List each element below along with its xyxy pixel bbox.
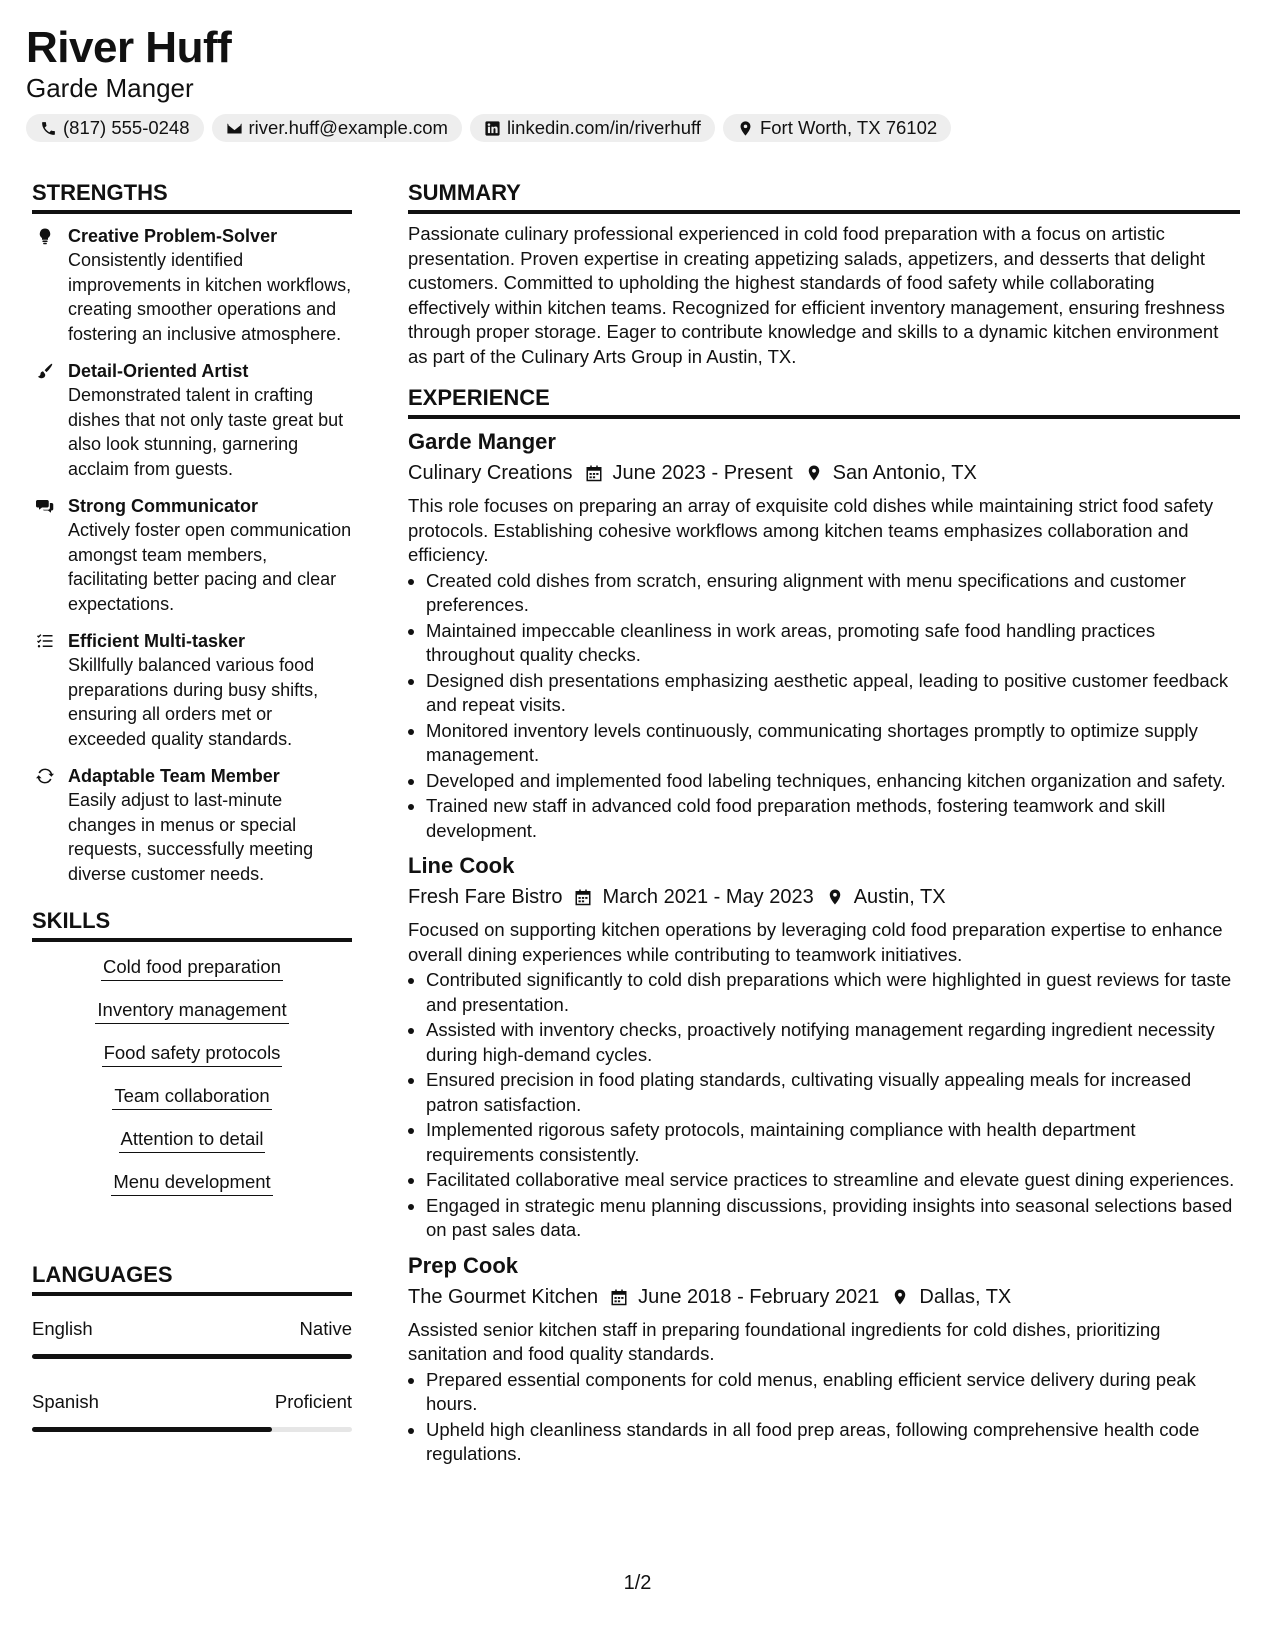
contact-email[interactable] <box>212 114 462 142</box>
job-title: Line Cook <box>408 853 515 878</box>
job-bullet: • Maintained impeccable cleanliness in work areas, promoting safe food handling practices throughout quality checks. <box>426 619 1240 668</box>
page-number: 1/2 <box>623 1572 652 1594</box>
strength-desc: Actively foster open communication amongst team members, facilitating better pacing and clear expectations. <box>68 520 352 614</box>
skill-tag: Team collaboration <box>112 1083 271 1110</box>
strength-desc: Consistently identified improvements in kitchen workflows, creating smoother operations and fostering an inclusive atmosphere. <box>68 250 352 344</box>
job-location: Dallas, TX <box>919 1285 1012 1308</box>
language-level: Native <box>299 1318 352 1339</box>
strength-desc: Easily adjust to last-minute changes in menus or special requests, successfully meeting diverse customer needs. <box>68 790 314 884</box>
job-meta <box>408 1282 1240 1312</box>
strength-title: Creative Problem-Solver <box>68 226 278 246</box>
summary-text: Passionate culinary professional experienced in cold food preparation with a focus on artistic presentation. Proven expertise in creating appetizing salads, appetizers, and desserts that delight customers. Committed to upholding the highest standards of food safety while collaborating effectively within kitchen teams. Recognized for efficient inventory management, ensuring freshness through proper storage. Eager to contribute knowledge and skills to a dynamic kitchen environment as part of the Culinary Arts Group in Austin, TX. <box>408 223 1225 367</box>
skills-heading: SKILLS <box>32 906 352 942</box>
strength-title: Strong Communicator <box>68 496 259 516</box>
job-company: Culinary Creations <box>408 462 573 484</box>
job-bullet: • Engaged in strategic menu planning discussions, providing insights into seasonal selections based on past sales data. <box>426 1194 1240 1243</box>
strength-desc: Demonstrated talent in crafting dishes that not only taste great but also look stunning, garnering acclaim from guests. <box>68 385 344 479</box>
linkedin-icon <box>484 120 501 137</box>
strength-title: Efficient Multi-tasker <box>68 631 246 651</box>
location-pin-icon <box>891 1287 909 1307</box>
contact-email-text: river.huff@example.com <box>248 117 448 138</box>
language-item <box>32 1389 352 1432</box>
language-item <box>32 1316 352 1359</box>
job-dates: June 2023 - Present <box>612 462 793 484</box>
job-meta <box>408 458 1240 488</box>
language-name: Spanish <box>32 1391 99 1412</box>
job-bullet: • Created cold dishes from scratch, ensuring alignment with menu specifications and customer preferences. <box>426 569 1240 618</box>
contact-location-text: Fort Worth, TX 76102 <box>759 117 938 138</box>
job-bullets <box>408 1368 1240 1467</box>
strength-desc: Skillfully balanced various food preparations during busy shifts, ensuring all orders met or exceeded quality standards. <box>68 655 319 749</box>
job-bullet: • Assisted with inventory checks, proactively notifying management regarding ingredient necessity during high-demand cycles. <box>426 1018 1240 1067</box>
job-bullet: • Trained new staff in advanced cold food preparation methods, fostering teamwork and skill development. <box>426 794 1240 843</box>
job-title: Garde Manger <box>408 429 556 454</box>
location-pin-icon <box>826 887 844 907</box>
language-proficiency-bar <box>32 1427 352 1432</box>
strength-item <box>32 629 352 751</box>
job-bullets <box>408 569 1240 844</box>
job-bullet: • Upheld high cleanliness standards in all food prep areas, following comprehensive health code regulations. <box>426 1418 1240 1467</box>
job-entry <box>408 1251 1240 1467</box>
language-proficiency-fill <box>32 1427 272 1432</box>
job-entry <box>408 427 1240 843</box>
candidate-name: River Huff <box>26 23 232 72</box>
strength-title: Adaptable Team Member <box>68 766 280 786</box>
calendar-icon <box>610 1287 628 1307</box>
job-location: Austin, TX <box>853 886 946 908</box>
job-bullet: • Implemented rigorous safety protocols, maintaining compliance with health department requirements consistently. <box>426 1118 1240 1167</box>
strengths-list <box>32 224 352 886</box>
job-description: Assisted senior kitchen staff in preparing foundational ingredients for cold dishes, prioritizing sanitation and food quality standards. <box>408 1318 1161 1364</box>
strength-title: Detail-Oriented Artist <box>68 361 249 381</box>
strengths-heading: STRENGTHS <box>32 178 352 214</box>
contact-phone-text: (817) 555-0248 <box>63 117 190 138</box>
job-description: Focused on supporting kitchen operations by leveraging cold food preparation expertise to enhance overall dining experiences while contributing to teamwork initiatives. <box>408 919 1223 965</box>
job-bullet: • Developed and implemented food labeling techniques, enhancing kitchen organization and safety. <box>426 769 1240 794</box>
strength-item <box>32 494 352 616</box>
sync-icon <box>36 767 54 785</box>
job-location: San Antonio, TX <box>832 462 977 484</box>
job-company: The Gourmet Kitchen <box>408 1285 599 1308</box>
comments-icon <box>36 497 54 515</box>
contact-linkedin[interactable] <box>470 114 715 142</box>
right-column <box>408 178 1240 1468</box>
envelope-icon <box>226 120 243 137</box>
summary-heading: SUMMARY <box>408 178 1240 214</box>
job-bullet: • Facilitated collaborative meal service practices to streamline and elevate guest dining experiences. <box>426 1168 1240 1193</box>
calendar-icon <box>585 463 603 483</box>
location-pin-icon <box>805 463 823 483</box>
skills-list <box>32 954 352 1212</box>
job-meta <box>408 882 1240 912</box>
contact-location <box>723 114 951 142</box>
candidate-role: Garde Manger <box>26 73 194 103</box>
lightbulb-icon <box>36 227 54 245</box>
strength-item <box>32 224 352 346</box>
job-entry <box>408 851 1240 1243</box>
calendar-icon <box>574 887 592 907</box>
job-bullet: • Monitored inventory levels continuously, communicating shortages promptly to optimize supply management. <box>426 719 1240 768</box>
contact-phone[interactable] <box>26 114 204 142</box>
skill-tag: Menu development <box>111 1169 272 1196</box>
job-bullet: • Ensured precision in food plating standards, cultivating visually appealing meals for increased patron satisfaction. <box>426 1068 1240 1117</box>
skill-tag: Attention to detail <box>119 1126 266 1153</box>
job-dates: March 2021 - May 2023 <box>602 886 814 908</box>
contact-bar <box>26 114 951 142</box>
phone-icon <box>40 120 57 137</box>
experience-heading: EXPERIENCE <box>408 383 1240 419</box>
job-title: Prep Cook <box>408 1252 519 1278</box>
language-level: Proficient <box>274 1391 352 1412</box>
location-pin-icon <box>737 120 754 137</box>
left-column <box>32 178 352 1432</box>
paintbrush-icon <box>36 362 54 380</box>
skill-tag: Inventory management <box>95 997 288 1024</box>
job-description: This role focuses on preparing an array of exquisite cold dishes while maintaining strict food safety protocols. Establishing cohesive workflows among kitchen teams emphasizes collaboration and efficiency. <box>408 495 1214 565</box>
language-proficiency-bar <box>32 1354 352 1359</box>
languages-heading: LANGUAGES <box>32 1260 352 1296</box>
language-name: English <box>32 1318 93 1339</box>
job-bullets <box>408 968 1240 1243</box>
strength-item <box>32 764 352 886</box>
contact-linkedin-text: linkedin.com/in/riverhuff <box>506 117 701 138</box>
job-dates: June 2018 - February 2021 <box>638 1285 880 1308</box>
strength-item <box>32 359 352 481</box>
language-proficiency-fill <box>32 1354 352 1359</box>
job-bullet: • Contributed significantly to cold dish preparations which were highlighted in guest reviews for taste and presentation. <box>426 968 1240 1017</box>
skill-tag: Cold food preparation <box>101 954 283 981</box>
job-bullet: • Prepared essential components for cold menus, enabling efficient service delivery during peak hours. <box>426 1368 1240 1417</box>
job-bullet: • Designed dish presentations emphasizing aesthetic appeal, leading to positive customer feedback and repeat visits. <box>426 669 1240 718</box>
job-company: Fresh Fare Bistro <box>408 886 563 908</box>
list-check-icon <box>36 632 54 650</box>
skill-tag: Food safety protocols <box>102 1040 283 1067</box>
